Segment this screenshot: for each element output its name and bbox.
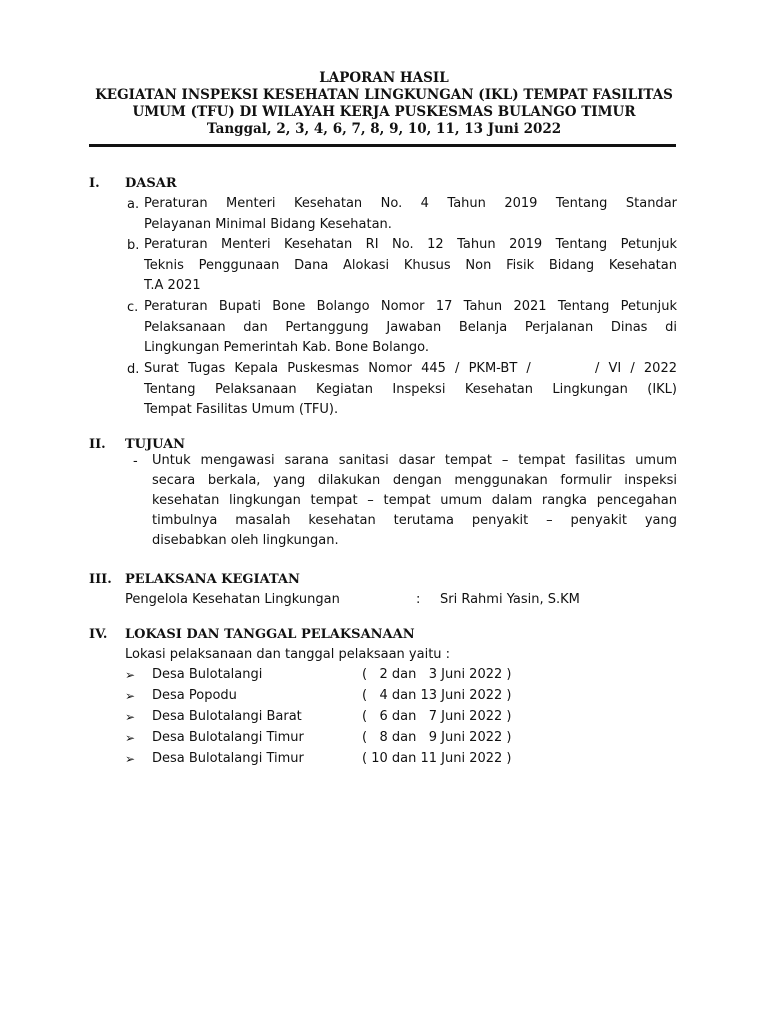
location-date: ( 10 dan 11 Juni 2022 ) (362, 751, 512, 766)
pelaksana-colon: : (416, 592, 421, 607)
location-date: ( 8 dan 9 Juni 2022 ) (362, 730, 512, 745)
dasar-a-line-1: Peraturan Menteri Kesehatan No. 4 Tahun 2019 Tentang Standar (144, 196, 677, 211)
section-number-4: IV. (89, 627, 108, 642)
location-date: ( 6 dan 7 Juni 2022 ) (362, 709, 512, 724)
location-name: Desa Bulotalangi Barat (152, 709, 302, 724)
report-subtitle-line-1: KEGIATAN INSPEKSI KESEHATAN LINGKUNGAN (IKL) TEMPAT FASILITAS (95, 87, 673, 103)
list-marker-c: c. (127, 300, 139, 315)
tujuan-line-1: Untuk mengawasi sarana sanitasi dasar tempat – tempat fasilitas umum (152, 453, 677, 468)
dasar-b-line-2: Teknis Penggunaan Dana Alokasi Khusus Non Fisik Bidang Kesehatan (144, 258, 677, 273)
arrow-bullet-icon: ➢ (125, 731, 136, 745)
tujuan-line-4: timbulnya masalah kesehatan terutama penyakit – penyakit yang (152, 513, 677, 528)
tujuan-dash-marker: - (133, 454, 138, 469)
lokasi-intro: Lokasi pelaksanaan dan tanggal pelaksaan yaitu : (125, 647, 451, 662)
tujuan-line-2: secara berkala, yang dilakukan dengan menggunakan formulir inspeksi (152, 473, 677, 488)
location-date: ( 2 dan 3 Juni 2022 ) (362, 667, 512, 682)
dasar-b-line-1: Peraturan Menteri Kesehatan RI No. 12 Tahun 2019 Tentang Petunjuk (144, 237, 677, 252)
dasar-d-line-2: Tentang Pelaksanaan Kegiatan Inspeksi Kesehatan Lingkungan (IKL) (144, 382, 677, 397)
list-marker-b: b. (127, 238, 140, 253)
dasar-a-line-2: Pelayanan Minimal Bidang Kesehatan. (144, 217, 392, 232)
list-marker-d: d. (127, 362, 140, 377)
list-marker-a: a. (127, 197, 140, 212)
location-name: Desa Bulotalangi Timur (152, 751, 304, 766)
dasar-c-line-2: Pelaksanaan dan Pertanggung Jawaban Belanja Perjalanan Dinas di (144, 320, 677, 335)
dasar-d-line-3: Tempat Fasilitas Umum (TFU). (144, 402, 339, 417)
header-divider (89, 144, 676, 147)
tujuan-line-3: kesehatan lingkungan tempat – tempat umum dalam rangka pencegahan (152, 493, 677, 508)
location-date: ( 4 dan 13 Juni 2022 ) (362, 688, 512, 703)
section-heading-pelaksana: PELAKSANA KEGIATAN (125, 572, 300, 587)
location-name: Desa Bulotalangi Timur (152, 730, 304, 745)
section-heading-lokasi: LOKASI DAN TANGGAL PELAKSANAAN (125, 627, 415, 642)
pelaksana-name: Sri Rahmi Yasin, S.KM (440, 592, 580, 607)
location-name: Desa Bulotalangi (152, 667, 263, 682)
dasar-b-line-3: T.A 2021 (144, 278, 201, 293)
arrow-bullet-icon: ➢ (125, 689, 136, 703)
report-date-line: Tanggal, 2, 3, 4, 6, 7, 8, 9, 10, 11, 13 Juni 2022 (206, 121, 562, 137)
section-heading-tujuan: TUJUAN (125, 437, 186, 452)
dasar-c-line-3: Lingkungan Pemerintah Kab. Bone Bolango. (144, 340, 430, 355)
section-number-1: I. (89, 176, 100, 191)
section-heading-dasar: DASAR (125, 176, 177, 191)
dasar-c-line-1: Peraturan Bupati Bone Bolango Nomor 17 Tahun 2021 Tentang Petunjuk (144, 299, 677, 314)
arrow-bullet-icon: ➢ (125, 668, 136, 682)
arrow-bullet-icon: ➢ (125, 752, 136, 766)
tujuan-line-5: disebabkan oleh lingkungan. (152, 533, 339, 548)
report-subtitle-line-2: UMUM (TFU) DI WILAYAH KERJA PUSKESMAS BULANGO TIMUR (132, 104, 636, 120)
dasar-d-line-1: Surat Tugas Kepala Puskesmas Nomor 445 / PKM-BT / / VI / 2022 (144, 361, 677, 376)
section-number-2: II. (89, 437, 106, 452)
arrow-bullet-icon: ➢ (125, 710, 136, 724)
section-number-3: III. (89, 572, 112, 587)
report-title: LAPORAN HASIL (319, 70, 449, 86)
pelaksana-label: Pengelola Kesehatan Lingkungan (125, 592, 340, 607)
location-name: Desa Popodu (152, 688, 237, 703)
